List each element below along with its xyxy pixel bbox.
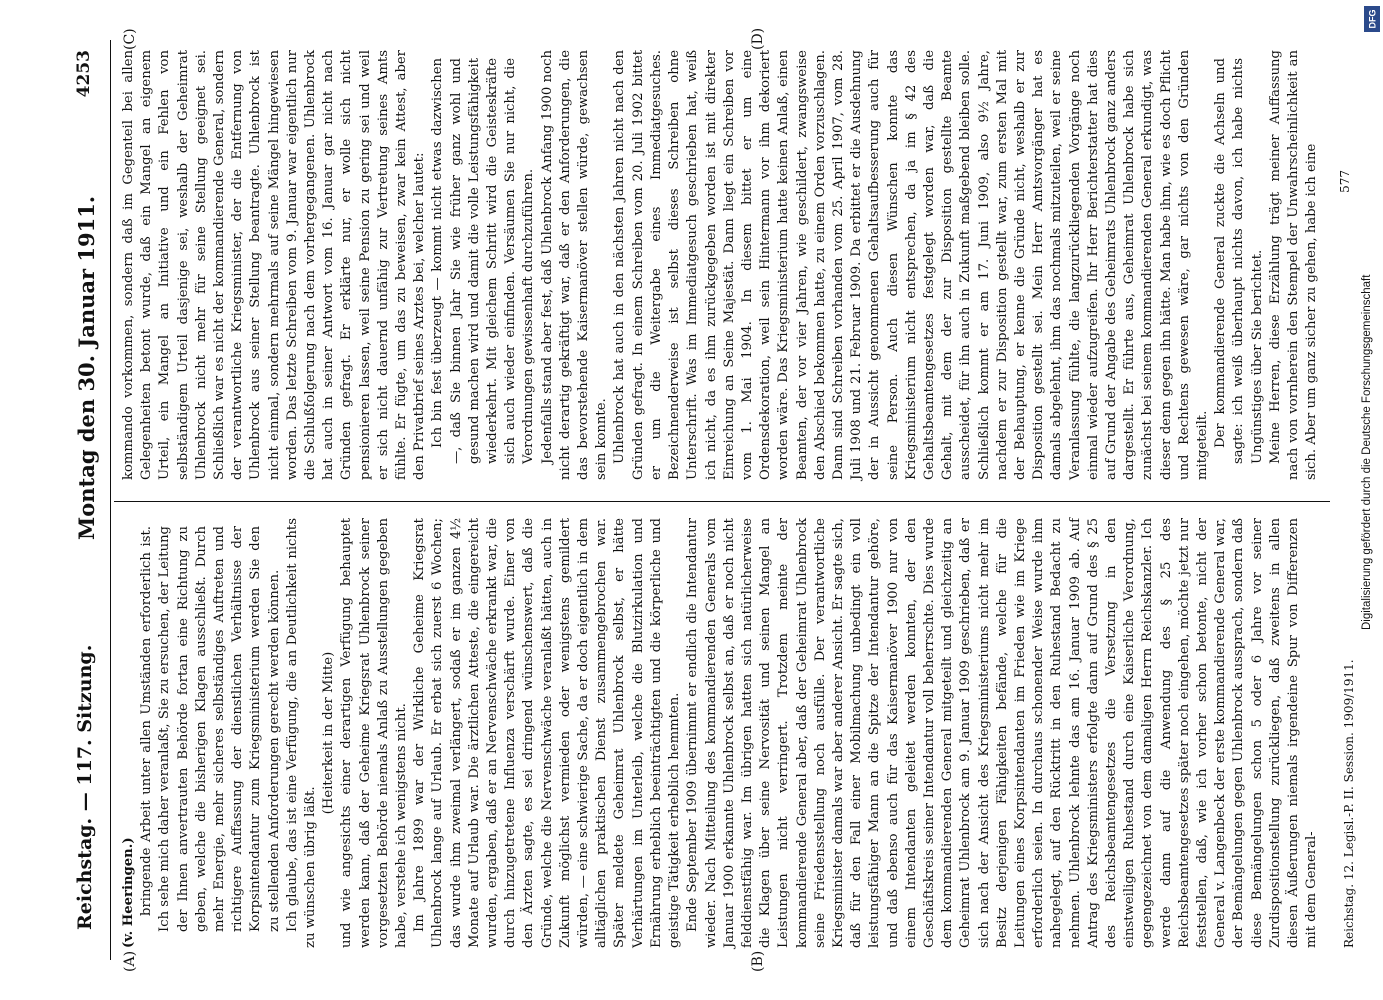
footer-legislature: Reichstag. 12. Legisl.-P. II. Session. 1909/1911. [1342, 659, 1356, 948]
speaker-label: (v. Heeringen.) [121, 837, 136, 948]
left-column [120, 518, 1321, 948]
paragraph: kommando vorkommen, sondern daß im Gegenteil bei allen Gelegenheiten betont wurde, daß ein Mangel an eigenem Urteil, ein Mangel an Initiative und ein Fehlen von selbständigem Urteil dasjenige sei, weshalb der Geheimrat Uhlenbrock nicht mehr für seine Stellung geeignet sei. Schließlich war es nicht der kommandierende General, sondern der verantwortliche Kriegsminister, der die Entfernung von Uhlenbrock aus seiner Stellung beantragte. Uhlenbrock ist nicht einmal, sondern mehrmals auf seine Mängel hingewiesen worden. Das letzte Schreiben vom 9. Januar war eigentlich nur die Schlußfolgerung nach dem vorhergegangenen. Uhlenbrock hat auch in seiner Antwort vom 16. Januar gar nicht nach Gründen gefragt. Er erklärte nur, er wolle sich nicht pensionieren lassen, weil seine Pension zu gering sei und weil er sich nicht dauernd unfähig zur Vertretung seines Amts fühlte. Er fügte, um das zu beweisen, zwar kein Attest, aber den Privatbrief seines Arztes bei, welcher lautet: [121, 50, 428, 480]
paragraph: Ich glaube, das ist eine Verfügung, die an Deutlichkeit nichts zu wünschen übrig läßt. [284, 518, 319, 948]
dfg-logo: DFG [1364, 6, 1380, 32]
paragraph: und wie angesichts einer derartigen Verfügung behauptet werden kann, daß der Geheime Kriegsrat Uhlenbrock seiner vorgesetzten Behörde niemals Anlaß zu Ausstellungen gegeben habe, verstehe ich wenigstens nicht. [339, 518, 410, 948]
paragraph: Jedenfalls stand aber fest, daß Uhlenbrock Anfang 1900 noch nicht derartig gekräftigt war, daß er den Anforderungen, die das bevorstehende Kaisermanöver stellen würde, gewachsen sein konnte. [539, 50, 610, 480]
rotated-page [60, 27, 1360, 972]
paragraph: Meine Herren, diese Erzählung trägt meiner Auffassung nach von vornherein den Stempel der Unwahrscheinlichkeit an sich. Aber um ganz sicher zu gehen, habe ich eine [1267, 50, 1320, 480]
header-session: Reichstag. — 117. Sitzung. [74, 644, 96, 930]
margin-mark-b: (B) [750, 950, 766, 972]
dfg-watermark-text: Digitalisierung gefördert durch die Deutsche Forschungsgemeinschaft [1361, 274, 1373, 630]
header-page-number: 4253 [74, 50, 94, 98]
margin-mark-d: (D) [750, 27, 766, 50]
interjection: (Heiterkeit in der Mitte) [321, 651, 337, 815]
right-column [120, 50, 1321, 480]
header-date: Montag den 30. Januar 1911. [74, 195, 99, 540]
column-rule [114, 501, 1330, 502]
quoted-letter: Ich bin fest überzeugt — kommt nicht etwas dazwischen —, daß Sie binnen Jahr Sie wie früher ganz wohl und gesund machen wird und damit die volle Leistungsfähigkeit wiederkehrt. Mit gleichem Schritt wird die Geisteskräfte sich auch wieder einfinden. Versäumen Sie nur nicht, die Verordnungen gewissenhaft durchzuführen. [430, 58, 537, 464]
paragraph: bringende Arbeit unter allen Umständen erforderlich ist. Ich sehe mich daher veranlaßt, Sie zu ersuchen, der Leitung der Ihnen anvertrauten Behörde fortan eine Richtung zu geben, welche die bisherigen Klagen ausschließt. Durch mehr Energie, mehr sicheres selbständiges Auftreten und richtigere Auffassung der dienstlichen Verhältnisse der Korpsintendantur zum Kriegsministerium werden Sie den zu stellenden Anforderungen gerecht werden können. [139, 526, 282, 932]
paragraph: Im Jahre 1899 war der Wirkliche Geheime Kriegsrat Uhlenbrock lange auf Urlaub. Er erbat sich zuerst 6 Wochen; das wurde ihm zweimal verlängert, sodaß er im ganzen 4½ Monate auf Urlaub war. Die ärztlichen Atteste, die eingereicht wurden, ergaben, daß er an Nervenschwäche erkrankt war, die durch hinzugetretene Influenza verschärft wurde. Einer von den Ärzten sagte, es sei dringend wünschenswert, daß die Gründe, welche die Nervenschwäche veranlaßt hätten, auch in Zukunft möglichst vermieden oder wenigstens gemildert würden, — eine schwierige Sache, da er doch eigentlich in dem alltäglichen praktischen Dienst zusammengebrochen war. Später meldete Geheimrat Uhlenbrock selbst, er hätte Verhärtungen im Unterleib, welche die Blutzirkulation und Ernährung erheblich beeinträchtigten und die körperliche und geistige Tätigkeit erheblich hemmten. [412, 518, 683, 948]
paragraph: Uhlenbrock hat auch in den nächsten Jahren nicht nach den Gründen gefragt. In einem Schreiben vom 20. Juli 1902 bittet er um die Weitergabe eines Immediatgesuches. Bezeichnenderweise ist selbst dieses Schreiben ohne Unterschrift. Was im Immediatgesuch geschrieben hat, weiß ich nicht, da es ihm zurückgegeben worden ist mit direkter Einreichung an Seine Majestät. Dann liegt ein Schreiben vor vom 1. Mai 1904. In diesem bittet er um eine Ordensdekoration, weil sein Hintermann vor ihm dekoriert worden wäre. Das Kriegsministerium hatte keinen Anlaß, einen Beamten, der vor vier Jahren, wie geschildert, zwangsweise den Abschied bekommen hatte, zu einem Orden vorzuschlagen. Dann sind Schreiben vorhanden vom 25. April 1907, vom 28. Juli 1908 und 21. Februar 1909. Da erbittet er die Ausdehnung der in Aussicht genommenen Gehaltsaufbesserung auch für seine Person. Auch diesen Wünschen konnte das Kriegsministerium nicht entsprechen, da ja im § 42 des Gehaltsbeamtengesetzes festgelegt worden war, daß die Gehalt, mit dem der zur Disposition gestellte Beamte ausscheidet, für ihn auch in Zukunft maßgebend bleiben solle. Schließlich kommt er am 17. Juni 1909, also 9½ Jahre, nachdem er zur Disposition gestellt war, zum ersten Mal mit der Behauptung, er kenne die Gründe nicht, weshalb er zur Disposition gestellt sei. Mein Herr Amtsvorgänger hat es damals abgelehnt, ihm das nochmals mitzuteilen, weil er seine Veranlassung fühlte, die langzurückliegenden Vorgänge noch einmal wieder aufzugreifen. Ihr Herr Berichterstatter hat dies auf Grund der Angabe des Geheimrats Uhlenbrock ganz anders dargestellt. Er führte aus, Geheimrat Uhlenbrock habe sich zunächst bei seinem kommandierenden General erkundigt, was dieser denn gegen ihn hätte. Man habe ihm, wie es doch Pflicht und Rechtens gewesen wäre, gar nichts von den Gründen mitgeteilt. [612, 50, 1210, 480]
margin-mark-c: (C) [122, 28, 138, 50]
paragraph: Ende September 1909 übernimmt er endlich die Intendantur wieder. Nach Mitteilung des kommandierenden Generals vom Januar 1900 erkannte Uhlenbrock selbst an, daß er noch nicht felddienstfähig war. Im übrigen hatten sich natürlicherweise die Klagen über seine Nervosität und seinen Mangel an Leistungen nicht verringert. Trotzdem meinte der kommandierende General aber, daß der Geheimrat Uhlenbrock seine Friedensstellung noch ausfülle. Der verantwortliche Kriegsminister damals war aber anderer Ansicht. Er sagte sich, daß für den Fall einer Mobilmachung unbedingt ein voll leistungsfähiger Mann an die Spitze der Intendantur gehöre, und daß ebenso auch für das Kaisermanöver 1900 nur von einem Intendanten geleitet werden konnten, der den Geschäftskreis seiner Intendantur voll beherrschte. Dies wurde dem kommandierenden General mitgeteilt und gleichzeitig an Geheimrat Uhlenbrock am 9. Januar 1909 geschrieben, daß er sich nach der Ansicht des Kriegsministeriums nicht mehr im Besitz derjenigen Fähigkeiten befände, welche für die Leitungen eines Korpsintendanten im Frieden wie im Kriege erforderlich seien. In durchaus schonender Weise wurde ihm nahegelegt, auf den Rücktritt in den Ruhestand Bedacht zu nehmen. Uhlenbrock lehnte das am 16. Januar 1909 ab. Auf Antrag des Kriegsministers erfolgte dann auf Grund des § 25 des Reichsbeamtengesetzes die Versetzung in den einstweiligen Ruhestand durch eine Kaiserliche Verordnung, gegengezeichnet von dem damaligen Herrn Reichskanzler. Ich werde dann auf die Anwendung des § 25 des Reichsbeamtengesetzes später noch eingehen, möchte jetzt nur feststellen, daß, wie ich vorher schon betonte, nicht der General v. Langenbeck der erste kommandierende General war, der Bemängelungen gegen Uhlenbrock aussprach, sondern daß diese Bemängelungen schon 5 oder 6 Jahre vor seiner Zurdispositionstellung zurückliegen, daß zweitens in allen diesen Äußerungen niemals irgendeine Spur von Differenzen mit dem General- [685, 518, 1320, 948]
margin-mark-a: (A) [122, 950, 138, 972]
page-signature: 577 [1338, 170, 1352, 193]
header-rule [110, 40, 111, 960]
quoted-statement: Der kommandierende General zuckte die Achseln und sagte: ich weiß überhaupt nichts davon, ich habe nichts Ungünstiges über Sie berichtet. [1213, 58, 1265, 464]
